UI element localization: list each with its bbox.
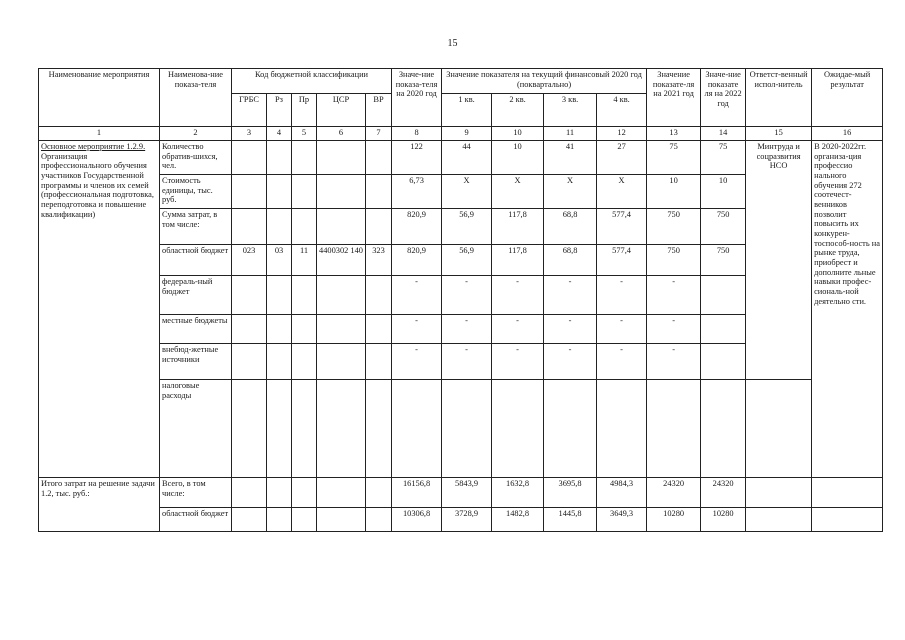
total-cell-q4: 3649,3 xyxy=(597,508,647,532)
total-cell-q1: 3728,9 xyxy=(442,508,492,532)
cell-q1: Х xyxy=(442,175,492,209)
table-row xyxy=(39,141,883,175)
cell-pr xyxy=(292,344,317,380)
cell-q3: - xyxy=(544,315,597,344)
index-row xyxy=(39,127,883,141)
indicator-label: местные бюджеты xyxy=(160,315,232,344)
header-csr: ЦСР xyxy=(317,94,366,127)
cell-v2022 xyxy=(701,276,746,315)
header-vr: ВР xyxy=(366,94,392,127)
total-cell-v2022: 10280 xyxy=(701,508,746,532)
header-q2: 2 кв. xyxy=(492,94,544,127)
cell-pr: 11 xyxy=(292,245,317,276)
cell-grbs: 023 xyxy=(232,245,267,276)
indicator-label: Количество обратив-шихся, чел. xyxy=(160,141,232,175)
cell-q3: 68,8 xyxy=(544,245,597,276)
index-cell: 13 xyxy=(647,127,701,141)
cell-v2021: 750 xyxy=(647,245,701,276)
cell-vr xyxy=(366,209,392,245)
empty-code-cell xyxy=(267,508,292,532)
index-cell: 3 xyxy=(232,127,267,141)
indicator-label: Стоимость единицы, тыс. руб. xyxy=(160,175,232,209)
cell-q3 xyxy=(544,380,597,478)
cell-v2020: 820,9 xyxy=(392,245,442,276)
cell-csr xyxy=(317,141,366,175)
cell-q1: - xyxy=(442,315,492,344)
cell-q3: - xyxy=(544,344,597,380)
cell-q2: Х xyxy=(492,175,544,209)
cell-grbs xyxy=(232,276,267,315)
cell-v2022 xyxy=(701,344,746,380)
header-pr: Пр xyxy=(292,94,317,127)
cell-v2021: 750 xyxy=(647,209,701,245)
cell-vr xyxy=(366,344,392,380)
cell-vr xyxy=(366,175,392,209)
total-cell-v2020: 10306,8 xyxy=(392,508,442,532)
cell-q3: - xyxy=(544,276,597,315)
header-budget-code: Код бюджетной классификации xyxy=(232,69,392,94)
header-indicator: Наименова-ние показа-теля xyxy=(160,69,232,127)
cell-q1: - xyxy=(442,276,492,315)
cell-vr xyxy=(366,276,392,315)
cell-q4: - xyxy=(597,315,647,344)
expected-result-cell: В 2020-2022гг. организа-ция профессио нального обучения 272 соотечест-венников позволит повысить их конкурен-тоспособ-ность на рынке труда, приобрест и дополните льные навыки профес-сиональ-ной деятельно сти. xyxy=(812,141,883,478)
header-row xyxy=(39,69,883,94)
cell-v2022: 10 xyxy=(701,175,746,209)
empty-code-cell xyxy=(317,478,366,508)
cell-q2: 10 xyxy=(492,141,544,175)
cell-v2021: - xyxy=(647,344,701,380)
cell-v2021 xyxy=(647,380,701,478)
cell-vr xyxy=(366,315,392,344)
cell-q2: 117,8 xyxy=(492,209,544,245)
total-indicator-label: областной бюджет xyxy=(160,508,232,532)
index-cell: 5 xyxy=(292,127,317,141)
index-cell: 12 xyxy=(597,127,647,141)
header-responsible: Ответст-венный испол-нитель xyxy=(746,69,812,127)
cell-pr xyxy=(292,175,317,209)
cell-q4 xyxy=(597,380,647,478)
total-cell-q1: 5843,9 xyxy=(442,478,492,508)
empty-code-cell xyxy=(366,508,392,532)
index-cell: 8 xyxy=(392,127,442,141)
empty-cell xyxy=(812,478,883,508)
cell-grbs xyxy=(232,344,267,380)
cell-vr xyxy=(366,141,392,175)
empty-code-cell xyxy=(366,478,392,508)
responsible-cell: Минтруда и соцразвития НСО xyxy=(746,141,812,380)
cell-rz xyxy=(267,175,292,209)
index-cell: 16 xyxy=(812,127,883,141)
total-row xyxy=(39,508,883,532)
total-cell-q3: 3695,8 xyxy=(544,478,597,508)
measure-title: Основное мероприятие 1.2.9. xyxy=(41,142,146,151)
cell-q2: - xyxy=(492,315,544,344)
cell-q2 xyxy=(492,380,544,478)
cell-v2020: 820,9 xyxy=(392,209,442,245)
cell-rz xyxy=(267,380,292,478)
cell-vr: 323 xyxy=(366,245,392,276)
cell-v2022: 75 xyxy=(701,141,746,175)
cell-v2020 xyxy=(392,380,442,478)
cell-csr xyxy=(317,380,366,478)
cell-csr: 4400302 140 xyxy=(317,245,366,276)
cell-v2022: 750 xyxy=(701,245,746,276)
cell-csr xyxy=(317,315,366,344)
index-cell: 10 xyxy=(492,127,544,141)
cell-pr xyxy=(292,209,317,245)
cell-q4: 577,4 xyxy=(597,209,647,245)
total-row xyxy=(39,478,883,508)
total-label-cell: Итого затрат на решение задачи 1.2, тыс. руб.: xyxy=(39,478,160,532)
index-cell: 4 xyxy=(267,127,292,141)
empty-cell xyxy=(746,478,812,508)
cell-pr xyxy=(292,315,317,344)
cell-vr xyxy=(366,380,392,478)
header-value-2022: Значе-ние показате ля на 2022 год xyxy=(701,69,746,127)
header-q3: 3 кв. xyxy=(544,94,597,127)
empty-cell xyxy=(812,508,883,532)
total-cell-q3: 1445,8 xyxy=(544,508,597,532)
cell-q1: 44 xyxy=(442,141,492,175)
cell-csr xyxy=(317,344,366,380)
indicator-label: Сумма затрат, в том числе: xyxy=(160,209,232,245)
cell-v2020: - xyxy=(392,276,442,315)
cell-q4: Х xyxy=(597,175,647,209)
cell-v2020: - xyxy=(392,315,442,344)
indicator-label: областной бюджет xyxy=(160,245,232,276)
empty-code-cell xyxy=(232,508,267,532)
total-indicator-label: Всего, в том числе: xyxy=(160,478,232,508)
empty-code-cell xyxy=(267,478,292,508)
cell-grbs xyxy=(232,315,267,344)
empty-code-cell xyxy=(292,478,317,508)
total-cell-v2022: 24320 xyxy=(701,478,746,508)
cell-q4: - xyxy=(597,344,647,380)
index-cell: 11 xyxy=(544,127,597,141)
budget-table xyxy=(38,68,883,532)
table-row xyxy=(39,380,883,478)
measure-description: Организация профессионального обучения участников Государственной программы и членов их семей (профессиональная подготовка, переподготовка и повышение квалификации) xyxy=(41,151,154,219)
total-cell-v2021: 10280 xyxy=(647,508,701,532)
total-cell-q4: 4984,3 xyxy=(597,478,647,508)
cell-grbs xyxy=(232,141,267,175)
index-cell: 7 xyxy=(366,127,392,141)
cell-grbs xyxy=(232,175,267,209)
header-q1: 1 кв. xyxy=(442,94,492,127)
cell-v2020: 6,73 xyxy=(392,175,442,209)
cell-csr xyxy=(317,276,366,315)
cell-rz xyxy=(267,315,292,344)
header-grbs: ГРБС xyxy=(232,94,267,127)
cell-q3: 68,8 xyxy=(544,209,597,245)
cell-rz xyxy=(267,141,292,175)
header-rz: Рз xyxy=(267,94,292,127)
cell-v2020: - xyxy=(392,344,442,380)
header-current-year: Значение показателя на текущий финансовый 2020 год (поквартально) xyxy=(442,69,647,94)
cell-v2020: 122 xyxy=(392,141,442,175)
cell-q1: 56,9 xyxy=(442,209,492,245)
cell-v2022 xyxy=(701,380,746,478)
header-value-2021: Значение показате-ля на 2021 год xyxy=(647,69,701,127)
index-cell: 14 xyxy=(701,127,746,141)
cell-rz xyxy=(267,276,292,315)
indicator-label: внебюд-жетные источники xyxy=(160,344,232,380)
cell-q4: 27 xyxy=(597,141,647,175)
page-number: 15 xyxy=(447,38,458,49)
cell-pr xyxy=(292,141,317,175)
header-measure: Наименование мероприятия xyxy=(39,69,160,127)
total-cell-v2021: 24320 xyxy=(647,478,701,508)
cell-rz xyxy=(267,209,292,245)
cell-q3: 41 xyxy=(544,141,597,175)
cell-q3: Х xyxy=(544,175,597,209)
total-cell-q2: 1632,8 xyxy=(492,478,544,508)
cell-q1: 56,9 xyxy=(442,245,492,276)
header-expected-result: Ожидае-мый результат xyxy=(812,69,883,127)
empty-cell xyxy=(746,508,812,532)
header-q4: 4 кв. xyxy=(597,94,647,127)
cell-q2: 117,8 xyxy=(492,245,544,276)
cell-q1 xyxy=(442,380,492,478)
index-cell: 1 xyxy=(39,127,160,141)
cell-q2: - xyxy=(492,344,544,380)
index-cell: 15 xyxy=(746,127,812,141)
empty-code-cell xyxy=(317,508,366,532)
index-cell: 2 xyxy=(160,127,232,141)
total-cell-q2: 1482,8 xyxy=(492,508,544,532)
cell-q4: 577,4 xyxy=(597,245,647,276)
cell-grbs xyxy=(232,380,267,478)
responsible-empty-cell xyxy=(746,380,812,478)
cell-csr xyxy=(317,209,366,245)
cell-v2021: - xyxy=(647,276,701,315)
cell-q2: - xyxy=(492,276,544,315)
cell-rz xyxy=(267,344,292,380)
index-cell: 6 xyxy=(317,127,366,141)
cell-grbs xyxy=(232,209,267,245)
cell-rz: 03 xyxy=(267,245,292,276)
cell-v2021: - xyxy=(647,315,701,344)
cell-v2022: 750 xyxy=(701,209,746,245)
header-value-2020: Значе-ние показа-теля на 2020 год xyxy=(392,69,442,127)
cell-q1: - xyxy=(442,344,492,380)
empty-code-cell xyxy=(292,508,317,532)
cell-q4: - xyxy=(597,276,647,315)
cell-v2022 xyxy=(701,315,746,344)
index-cell: 9 xyxy=(442,127,492,141)
cell-pr xyxy=(292,380,317,478)
indicator-label: налоговые расходы xyxy=(160,380,232,478)
cell-v2021: 10 xyxy=(647,175,701,209)
measure-name-cell xyxy=(39,141,160,478)
cell-v2021: 75 xyxy=(647,141,701,175)
cell-pr xyxy=(292,276,317,315)
empty-code-cell xyxy=(232,478,267,508)
indicator-label: федераль-ный бюджет xyxy=(160,276,232,315)
cell-csr xyxy=(317,175,366,209)
total-cell-v2020: 16156,8 xyxy=(392,478,442,508)
